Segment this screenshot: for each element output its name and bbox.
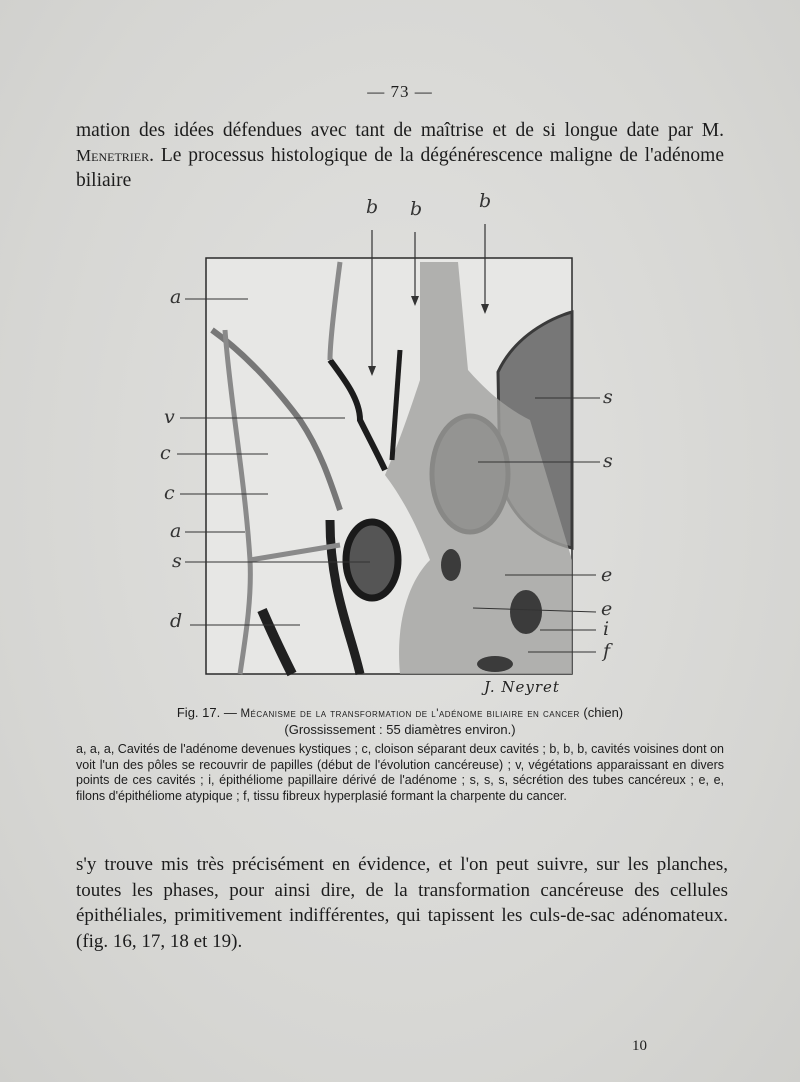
figure-magnification: (Grossissement : 55 diamètres environ.) <box>284 722 516 737</box>
illustrator-signature: J. Neyret <box>484 678 560 696</box>
small-cavity-1 <box>441 549 461 581</box>
label-c-2: c <box>164 482 175 504</box>
page-number: — 73 — <box>367 82 433 101</box>
label-v: v <box>164 406 175 428</box>
label-c-1: c <box>160 442 171 464</box>
label-a-2: a <box>170 520 182 542</box>
figure <box>0 180 800 700</box>
small-cavity-2 <box>510 590 542 634</box>
figure-title-tail: (chien) <box>579 705 624 720</box>
label-s-1: s <box>172 550 182 572</box>
label-a-1: a <box>170 286 182 308</box>
paragraph-top-part1: mation des idées défendues avec tant de maîtrise et de si longue date par M. <box>76 120 724 141</box>
figure-title: Mécanisme de la transformation de l'adénome biliaire en cancer <box>240 708 580 720</box>
label-e-2: e <box>601 598 613 620</box>
paragraph-bottom: s'y trouve mis très précisément en évidence, et l'on peut suivre, sur les planches, toutes les phases, pour ainsi dire, de la transformation cancéreuse des cellules épithéliales, primitivement indifférentes, qui tapissent les culs-de-sac adénomateux. (fig. 16, 17, 18 et 19). <box>76 854 728 952</box>
label-b-2: b <box>410 198 423 220</box>
label-f: f <box>603 640 611 662</box>
signature-folio: 10 <box>632 1038 647 1054</box>
figure-caption-legend: a, a, a, Cavités de l'adénome devenues kystiques ; c, cloison séparant deux cavités ; b, b, b, cavités voisines dont on voit l'un des pôles se recouvrir de papilles (début de l'évolution cancéreuse) ; v, végétations apparaissant en divers points de ces cavités ; i, épithéliome papillaire dérivé de l'adénome ; s, s, s, sécrétion des tubes cancéreux ; e, e, filons d'épithéliome atypique ; f, tissu fibreux hyperplasié formant la charpente du cancer. <box>76 742 724 803</box>
label-i: i <box>603 618 610 640</box>
figure-caption-title <box>76 705 724 738</box>
histology-illustration <box>0 180 800 700</box>
figure-number: Fig. 17. — <box>176 705 241 720</box>
small-cavity-3 <box>477 656 513 672</box>
label-s-2: s <box>603 386 613 408</box>
label-d: d <box>170 610 183 632</box>
paragraph-top-part2: . Le processus histologique de la dégénérescence maligne de l'adénome biliaire <box>76 145 724 191</box>
label-e-1: e <box>601 564 613 586</box>
author-name: Menetrier <box>76 146 150 165</box>
label-b-1: b <box>366 196 379 218</box>
cavity-lower <box>346 522 398 598</box>
label-b-3: b <box>479 190 492 212</box>
label-s-3: s <box>603 450 613 472</box>
